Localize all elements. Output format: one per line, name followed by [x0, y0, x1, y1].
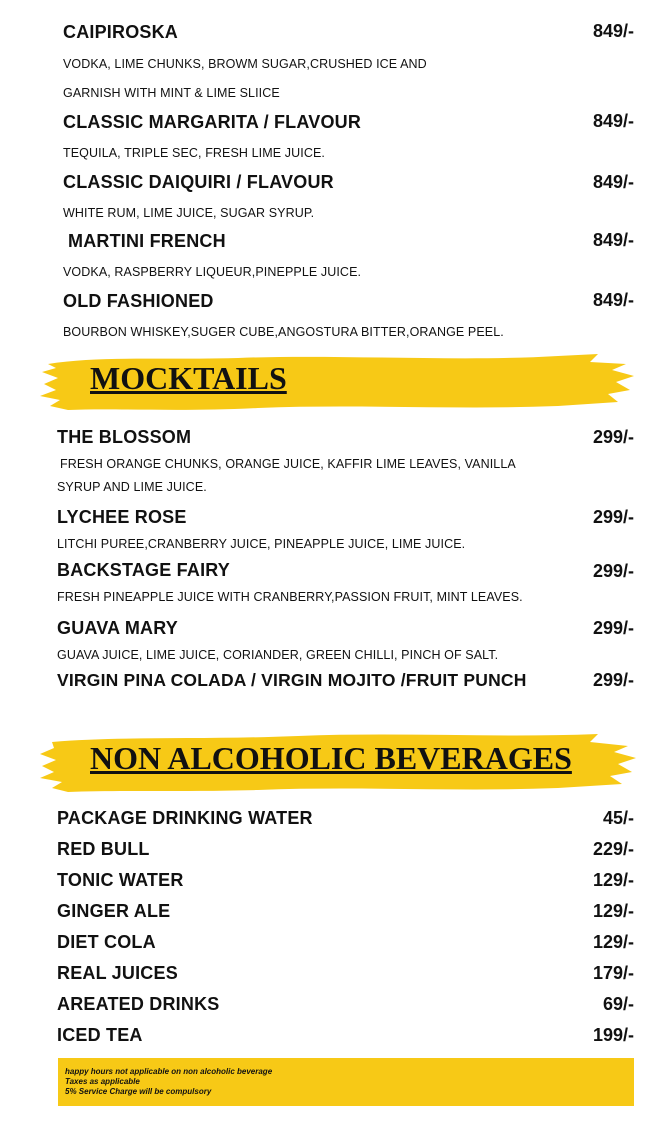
note-text: 5% Service Charge will be compulsory: [65, 1087, 212, 1096]
item-price: 299/-: [592, 427, 634, 447]
item-name: CLASSIC DAIQUIRI / FLAVOUR: [63, 172, 334, 192]
item-description: WHITE RUM, LIME JUICE, SUGAR SYRUP.: [63, 206, 315, 220]
section-banner-non-alcoholic: [38, 730, 638, 788]
item-description: GARNISH WITH MINT & LIME SLIICE: [63, 86, 280, 100]
item-price: 849/-: [592, 21, 634, 41]
item-description: BOURBON WHISKEY,SUGER CUBE,ANGOSTURA BITTER,ORANGE PEEL.: [63, 325, 504, 339]
item-description: FRESH PINEAPPLE JUICE WITH CRANBERRY,PASSION FRUIT, MINT LEAVES.: [57, 590, 523, 604]
item-price: 179/-: [592, 963, 634, 983]
item-name: GINGER ALE: [57, 901, 171, 921]
item-price: 299/-: [592, 618, 634, 638]
item-description: VODKA, LIME CHUNKS, BROWM SUGAR,CRUSHED ICE AND: [63, 57, 427, 71]
item-name: ICED TEA: [57, 1025, 143, 1045]
note-text: happy hours not applicable on non alcoholic beverage: [65, 1067, 273, 1076]
item-price: 299/-: [592, 670, 634, 690]
item-price: 199/-: [592, 1025, 634, 1045]
item-price: 849/-: [592, 290, 634, 310]
item-name: THE BLOSSOM: [57, 427, 192, 447]
item-price: 299/-: [592, 561, 634, 581]
item-description: TEQUILA, TRIPLE SEC, FRESH LIME JUICE.: [63, 146, 325, 160]
item-description: LITCHI PUREE,CRANBERRY JUICE, PINEAPPLE JUICE, LIME JUICE.: [57, 537, 466, 551]
notes-box: [58, 1058, 634, 1106]
item-name: RED BULL: [57, 839, 150, 859]
item-name: LYCHEE ROSE: [57, 507, 187, 527]
item-price: 849/-: [592, 172, 634, 192]
item-description: FRESH ORANGE CHUNKS, ORANGE JUICE, KAFFIR LIME LEAVES, VANILLA: [60, 457, 516, 471]
item-price: 129/-: [592, 870, 634, 890]
item-name: GUAVA MARY: [57, 618, 178, 638]
item-name: REAL JUICES: [57, 963, 178, 983]
item-price: 69/-: [602, 994, 634, 1014]
item-name: OLD FASHIONED: [63, 291, 214, 311]
section-banner-mocktails: [38, 350, 638, 408]
item-description: SYRUP AND LIME JUICE.: [57, 480, 207, 494]
item-description: VODKA, RASPBERRY LIQUEUR,PINEPPLE JUICE.: [63, 265, 362, 279]
item-name: CLASSIC MARGARITA / FLAVOUR: [63, 112, 362, 132]
section-title: MOCKTAILS: [90, 360, 287, 396]
item-price: 849/-: [592, 230, 634, 250]
item-name: TONIC WATER: [57, 870, 184, 890]
item-name: CAIPIROSKA: [63, 22, 179, 42]
item-name: DIET COLA: [57, 932, 156, 952]
item-price: 45/-: [602, 808, 634, 828]
item-name: MARTINI FRENCH: [68, 231, 226, 251]
item-price: 299/-: [592, 507, 634, 527]
item-name: AREATED DRINKS: [57, 994, 220, 1014]
item-price: 229/-: [592, 839, 634, 859]
item-price: 129/-: [592, 901, 634, 921]
item-name: VIRGIN PINA COLADA / VIRGIN MOJITO /FRUIT PUNCH: [57, 670, 527, 690]
item-price: 849/-: [592, 111, 634, 131]
item-name: PACKAGE DRINKING WATER: [57, 808, 313, 828]
item-description: GUAVA JUICE, LIME JUICE, CORIANDER, GREEN CHILLI, PINCH OF SALT.: [57, 648, 499, 662]
section-title: NON ALCOHOLIC BEVERAGES: [90, 740, 572, 776]
note-text: Taxes as applicable: [65, 1077, 140, 1086]
item-name: BACKSTAGE FAIRY: [57, 560, 231, 580]
item-price: 129/-: [592, 932, 634, 952]
